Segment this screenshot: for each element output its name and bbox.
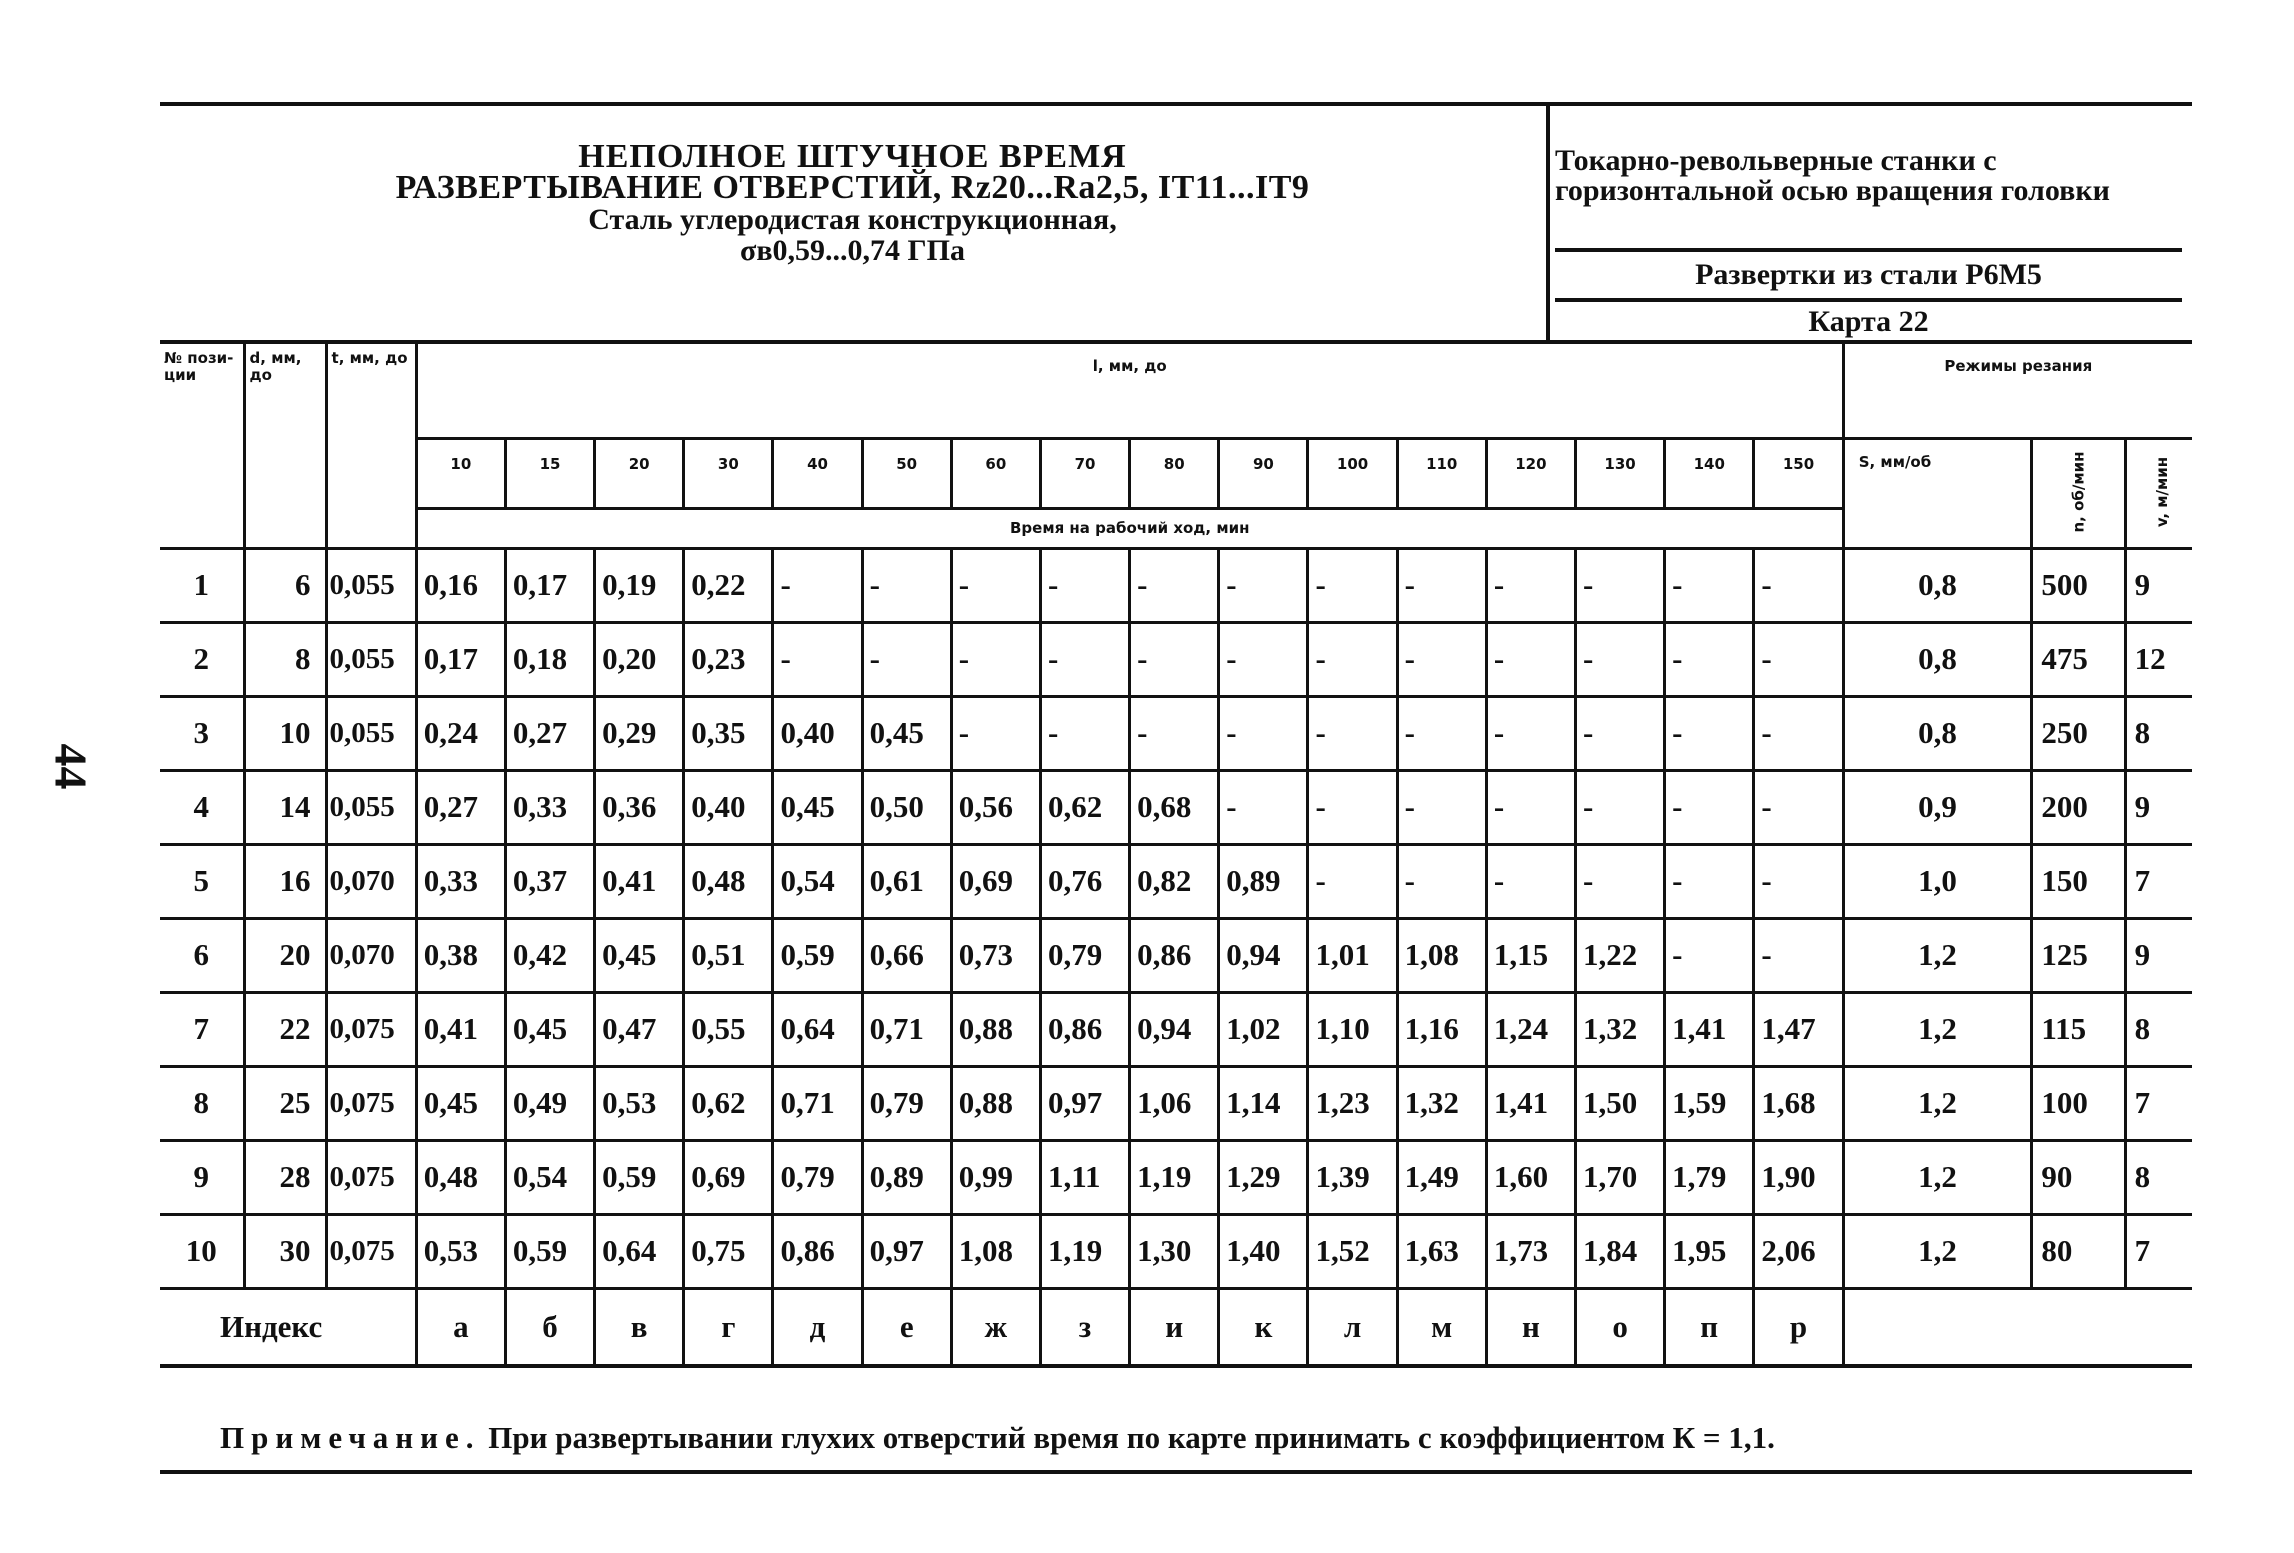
tool-label: Развертки из стали Р6М5 — [1555, 248, 2182, 302]
l-value-header: 130 — [1575, 438, 1664, 508]
cell-time: - — [1308, 622, 1397, 696]
cell-time: 1,22 — [1575, 918, 1664, 992]
cell-time: 0,33 — [416, 844, 505, 918]
cell-position: 10 — [160, 1214, 244, 1288]
cell-d: 28 — [244, 1140, 326, 1214]
cell-time: - — [1040, 696, 1129, 770]
cell-time: 0,79 — [1040, 918, 1129, 992]
cell-time: 1,08 — [951, 1214, 1040, 1288]
time-label: Время на рабочий ход, мин — [416, 508, 1843, 548]
cell-n: 500 — [2032, 548, 2125, 622]
cell-time: 0,75 — [684, 1214, 773, 1288]
cell-time: 0,64 — [773, 992, 862, 1066]
cell-time: 0,54 — [505, 1140, 594, 1214]
cell-time: 0,19 — [595, 548, 684, 622]
cell-time: 0,86 — [1040, 992, 1129, 1066]
cell-time: - — [1308, 770, 1397, 844]
cell-time: - — [1308, 548, 1397, 622]
cell-time: 2,06 — [1754, 1214, 1843, 1288]
cell-time: 1,29 — [1219, 1140, 1308, 1214]
cell-time: 0,27 — [505, 696, 594, 770]
l-values-row — [160, 438, 2192, 508]
cell-time: 1,52 — [1308, 1214, 1397, 1288]
cell-time: - — [1486, 622, 1575, 696]
cell-time: 1,84 — [1575, 1214, 1664, 1288]
col-header-n — [2032, 438, 2125, 548]
cell-s: 1,2 — [1843, 1214, 2032, 1288]
index-letter: в — [595, 1288, 684, 1366]
cell-time: 1,60 — [1486, 1140, 1575, 1214]
cell-v: 8 — [2125, 992, 2192, 1066]
cell-time: - — [951, 622, 1040, 696]
note-text: При развертывании глухих отверстий время по карте принимать с коэффициентом К = 1,1. — [488, 1420, 1775, 1455]
cell-time: 0,27 — [416, 770, 505, 844]
cell-time: 1,16 — [1397, 992, 1486, 1066]
cell-time: 0,97 — [1040, 1066, 1129, 1140]
cell-time: 1,32 — [1397, 1066, 1486, 1140]
cell-time: 0,36 — [595, 770, 684, 844]
cell-time: 1,50 — [1575, 1066, 1664, 1140]
cell-time: 1,06 — [1130, 1066, 1219, 1140]
cell-n: 90 — [2032, 1140, 2125, 1214]
col-header-n-label: n, об/мин — [2069, 451, 2088, 533]
index-letter: ж — [951, 1288, 1040, 1366]
cell-time: - — [1397, 696, 1486, 770]
index-letter: е — [862, 1288, 951, 1366]
card-label: Карта 22 — [1808, 305, 1929, 338]
cell-t: 0,055 — [326, 696, 416, 770]
index-blank — [1843, 1288, 2192, 1366]
cell-time: 0,41 — [595, 844, 684, 918]
cell-time: 1,59 — [1665, 1066, 1754, 1140]
cell-time: 1,41 — [1486, 1066, 1575, 1140]
header-machine-block — [1555, 106, 2192, 344]
cell-v: 7 — [2125, 1066, 2192, 1140]
cell-s: 0,8 — [1843, 696, 2032, 770]
cell-t: 0,075 — [326, 1140, 416, 1214]
cell-time: - — [1665, 622, 1754, 696]
cell-time: 0,73 — [951, 918, 1040, 992]
l-value-header: 40 — [773, 438, 862, 508]
cell-position: 7 — [160, 992, 244, 1066]
table-row — [160, 770, 2192, 844]
cell-time: 0,40 — [773, 696, 862, 770]
cell-s: 0,8 — [1843, 622, 2032, 696]
index-letter: н — [1486, 1288, 1575, 1366]
cell-s: 0,8 — [1843, 548, 2032, 622]
cell-time: 0,16 — [416, 548, 505, 622]
cell-t: 0,075 — [326, 1066, 416, 1140]
cell-time: - — [1397, 770, 1486, 844]
col-header-v — [2125, 438, 2192, 548]
cell-time: 1,11 — [1040, 1140, 1129, 1214]
cell-time: - — [1397, 622, 1486, 696]
cell-time: 0,69 — [951, 844, 1040, 918]
cell-time: 0,89 — [862, 1140, 951, 1214]
cell-d: 14 — [244, 770, 326, 844]
cell-time: - — [1754, 696, 1843, 770]
title-line-1: НЕПОЛНОЕ ШТУЧНОЕ ВРЕМЯ — [578, 138, 1127, 175]
time-table — [160, 340, 2192, 1368]
cell-time: 0,41 — [416, 992, 505, 1066]
cell-v: 9 — [2125, 548, 2192, 622]
cell-time: 0,45 — [416, 1066, 505, 1140]
cell-time: 1,41 — [1665, 992, 1754, 1066]
cell-time: - — [1219, 696, 1308, 770]
table-row — [160, 696, 2192, 770]
cell-time: - — [1575, 770, 1664, 844]
cell-v: 7 — [2125, 1214, 2192, 1288]
cell-position: 9 — [160, 1140, 244, 1214]
cell-time: 0,99 — [951, 1140, 1040, 1214]
l-value-header: 20 — [595, 438, 684, 508]
cell-time: 0,69 — [684, 1140, 773, 1214]
cell-time: 1,14 — [1219, 1066, 1308, 1140]
cell-time: 1,70 — [1575, 1140, 1664, 1214]
cell-time: 1,32 — [1575, 992, 1664, 1066]
cell-time: 1,40 — [1219, 1214, 1308, 1288]
l-value-header: 60 — [951, 438, 1040, 508]
l-value-header: 150 — [1754, 438, 1843, 508]
cell-n: 250 — [2032, 696, 2125, 770]
cell-time: 0,56 — [951, 770, 1040, 844]
cell-time: 0,40 — [684, 770, 773, 844]
cell-time: - — [1486, 770, 1575, 844]
cell-time: - — [1308, 844, 1397, 918]
cell-time: 1,02 — [1219, 992, 1308, 1066]
col-header-l: l, мм, до — [416, 342, 1843, 438]
cell-time: 0,88 — [951, 1066, 1040, 1140]
cell-time: 0,24 — [416, 696, 505, 770]
cell-time: - — [1486, 548, 1575, 622]
cell-time: 0,51 — [684, 918, 773, 992]
cell-time: 0,18 — [505, 622, 594, 696]
cell-v: 8 — [2125, 696, 2192, 770]
note — [220, 1420, 1775, 1456]
header-divider — [1546, 106, 1550, 344]
cell-time: 0,55 — [684, 992, 773, 1066]
cell-n: 80 — [2032, 1214, 2125, 1288]
cell-time: 1,01 — [1308, 918, 1397, 992]
cell-v: 12 — [2125, 622, 2192, 696]
cell-time: 0,79 — [862, 1066, 951, 1140]
l-value-header: 50 — [862, 438, 951, 508]
col-header-position: № пози- ции — [160, 342, 244, 548]
col-header-v-label: v, м/мин — [2152, 456, 2171, 528]
cell-time: - — [1575, 844, 1664, 918]
cell-d: 16 — [244, 844, 326, 918]
cell-time: 0,42 — [505, 918, 594, 992]
header-title-block — [160, 106, 1545, 344]
cell-time: 0,59 — [505, 1214, 594, 1288]
cell-time: 1,15 — [1486, 918, 1575, 992]
cell-v: 9 — [2125, 770, 2192, 844]
cell-time: - — [1754, 548, 1843, 622]
cell-time: 0,54 — [773, 844, 862, 918]
cell-time: 0,79 — [773, 1140, 862, 1214]
cell-time: 0,53 — [416, 1214, 505, 1288]
cell-d: 22 — [244, 992, 326, 1066]
cell-time: 0,89 — [1219, 844, 1308, 918]
page-number: 44 — [45, 743, 97, 790]
cell-time: 0,53 — [595, 1066, 684, 1140]
cell-time: - — [1754, 918, 1843, 992]
cell-n: 200 — [2032, 770, 2125, 844]
cell-d: 10 — [244, 696, 326, 770]
cell-time: 0,22 — [684, 548, 773, 622]
cell-time: 0,23 — [684, 622, 773, 696]
cell-time: 1,24 — [1486, 992, 1575, 1066]
cell-time: - — [1665, 844, 1754, 918]
cell-n: 475 — [2032, 622, 2125, 696]
cell-s: 1,2 — [1843, 1140, 2032, 1214]
cell-time: - — [1397, 548, 1486, 622]
cell-s: 1,0 — [1843, 844, 2032, 918]
cell-time: 1,79 — [1665, 1140, 1754, 1214]
cell-time: 0,45 — [862, 696, 951, 770]
index-letter: р — [1754, 1288, 1843, 1366]
cell-time: - — [1665, 918, 1754, 992]
machine-line-1: Токарно-револьверные станки с — [1555, 144, 1997, 177]
cell-time: - — [1308, 696, 1397, 770]
cell-time: - — [1219, 622, 1308, 696]
l-value-header: 70 — [1040, 438, 1129, 508]
l-value-header: 140 — [1665, 438, 1754, 508]
cell-time: 0,62 — [1040, 770, 1129, 844]
index-letter: и — [1130, 1288, 1219, 1366]
table-row — [160, 918, 2192, 992]
cell-time: 0,50 — [862, 770, 951, 844]
cell-time: 1,19 — [1040, 1214, 1129, 1288]
cell-time: 0,37 — [505, 844, 594, 918]
cell-time: - — [1130, 548, 1219, 622]
cell-time: 1,47 — [1754, 992, 1843, 1066]
machine-line-2: горизонтальной осью вращения головки — [1555, 174, 2110, 207]
cell-time: 0,86 — [773, 1214, 862, 1288]
cell-time: 1,63 — [1397, 1214, 1486, 1288]
cell-time: - — [951, 548, 1040, 622]
title-line-2: РАЗВЕРТЫВАНИЕ ОТВЕРСТИЙ, Rz20...Ra2,5, IT11...IT9 — [395, 169, 1310, 206]
cell-time: 0,64 — [595, 1214, 684, 1288]
cell-time: 0,94 — [1130, 992, 1219, 1066]
table-row — [160, 622, 2192, 696]
cell-time: - — [1754, 770, 1843, 844]
cell-d: 8 — [244, 622, 326, 696]
cell-time: - — [1486, 844, 1575, 918]
cell-position: 3 — [160, 696, 244, 770]
l-value-header: 110 — [1397, 438, 1486, 508]
cell-position: 2 — [160, 622, 244, 696]
col-header-s: S, мм/об — [1843, 438, 2032, 548]
cell-time: 0,17 — [416, 622, 505, 696]
cell-t: 0,070 — [326, 844, 416, 918]
cell-time: - — [1040, 622, 1129, 696]
cell-time: 1,30 — [1130, 1214, 1219, 1288]
cell-v: 8 — [2125, 1140, 2192, 1214]
index-letter: м — [1397, 1288, 1486, 1366]
cell-time: - — [862, 622, 951, 696]
cell-time: - — [1575, 622, 1664, 696]
cell-time: - — [1397, 844, 1486, 918]
cell-time: 1,49 — [1397, 1140, 1486, 1214]
cell-s: 1,2 — [1843, 1066, 2032, 1140]
cell-time: 1,39 — [1308, 1140, 1397, 1214]
table-row — [160, 1140, 2192, 1214]
l-value-header: 30 — [684, 438, 773, 508]
cell-time: 1,95 — [1665, 1214, 1754, 1288]
cell-position: 6 — [160, 918, 244, 992]
table-row — [160, 1214, 2192, 1288]
index-letter: о — [1575, 1288, 1664, 1366]
cell-time: 0,59 — [595, 1140, 684, 1214]
cell-time: - — [1754, 844, 1843, 918]
material-line-1: Сталь углеродистая конструкционная, — [588, 203, 1117, 236]
cell-time: - — [1575, 548, 1664, 622]
col-header-d: d, мм, до — [244, 342, 326, 548]
cell-time: 0,45 — [505, 992, 594, 1066]
table-row — [160, 844, 2192, 918]
cell-n: 115 — [2032, 992, 2125, 1066]
index-letter: з — [1040, 1288, 1129, 1366]
cell-time: 1,68 — [1754, 1066, 1843, 1140]
cell-time: 0,76 — [1040, 844, 1129, 918]
cell-time: 0,88 — [951, 992, 1040, 1066]
cell-time: - — [1130, 622, 1219, 696]
index-letter: г — [684, 1288, 773, 1366]
cell-time: 0,68 — [1130, 770, 1219, 844]
cell-time: 0,47 — [595, 992, 684, 1066]
cell-s: 1,2 — [1843, 918, 2032, 992]
col-header-t: t, мм, до — [326, 342, 416, 548]
cell-time: 0,82 — [1130, 844, 1219, 918]
index-label: Индекс — [160, 1288, 416, 1366]
cell-time: 0,29 — [595, 696, 684, 770]
cell-t: 0,075 — [326, 1214, 416, 1288]
cell-time: - — [1486, 696, 1575, 770]
cell-time: 0,45 — [773, 770, 862, 844]
cell-time: 1,23 — [1308, 1066, 1397, 1140]
l-value-header: 80 — [1130, 438, 1219, 508]
cell-time: 0,66 — [862, 918, 951, 992]
cell-t: 0,055 — [326, 548, 416, 622]
cell-time: - — [773, 548, 862, 622]
cell-t: 0,055 — [326, 622, 416, 696]
cell-time: - — [1754, 622, 1843, 696]
cell-time: - — [773, 622, 862, 696]
cell-n: 100 — [2032, 1066, 2125, 1140]
cell-time: 1,08 — [1397, 918, 1486, 992]
cell-time: 1,73 — [1486, 1214, 1575, 1288]
cell-n: 150 — [2032, 844, 2125, 918]
note-underline — [160, 1470, 2192, 1474]
index-letter: п — [1665, 1288, 1754, 1366]
cell-d: 30 — [244, 1214, 326, 1288]
cell-s: 1,2 — [1843, 992, 2032, 1066]
table-row — [160, 992, 2192, 1066]
cell-s: 0,9 — [1843, 770, 2032, 844]
cell-v: 9 — [2125, 918, 2192, 992]
cell-d: 20 — [244, 918, 326, 992]
cell-time: 0,17 — [505, 548, 594, 622]
cell-time: - — [1575, 696, 1664, 770]
l-value-header: 15 — [505, 438, 594, 508]
cell-d: 25 — [244, 1066, 326, 1140]
cell-time: 0,38 — [416, 918, 505, 992]
card-header — [160, 102, 2192, 344]
cell-time: - — [1219, 548, 1308, 622]
cell-time: 0,59 — [773, 918, 862, 992]
table-row — [160, 548, 2192, 622]
material-line-2: σв0,59...0,74 ГПа — [740, 234, 965, 267]
cell-time: 1,10 — [1308, 992, 1397, 1066]
index-letter: к — [1219, 1288, 1308, 1366]
cell-time: 0,48 — [684, 844, 773, 918]
l-value-header: 90 — [1219, 438, 1308, 508]
cell-time: 0,20 — [595, 622, 684, 696]
index-letter: б — [505, 1288, 594, 1366]
cell-time: 0,97 — [862, 1214, 951, 1288]
cell-time: - — [951, 696, 1040, 770]
cell-time: - — [1665, 548, 1754, 622]
cell-t: 0,055 — [326, 770, 416, 844]
cell-time: 0,71 — [862, 992, 951, 1066]
cell-d: 6 — [244, 548, 326, 622]
cell-time: 0,45 — [595, 918, 684, 992]
l-value-header: 120 — [1486, 438, 1575, 508]
cell-time: 0,35 — [684, 696, 773, 770]
index-letter: л — [1308, 1288, 1397, 1366]
col-header-modes: Режимы резания — [1843, 342, 2192, 438]
cell-time: 0,62 — [684, 1066, 773, 1140]
cell-t: 0,070 — [326, 918, 416, 992]
index-letter: д — [773, 1288, 862, 1366]
cell-time: 0,71 — [773, 1066, 862, 1140]
note-label: Примечание. — [220, 1420, 481, 1455]
cell-t: 0,075 — [326, 992, 416, 1066]
l-value-header: 10 — [416, 438, 505, 508]
cell-time: 0,86 — [1130, 918, 1219, 992]
cell-time: 0,33 — [505, 770, 594, 844]
table-row — [160, 1066, 2192, 1140]
cell-position: 4 — [160, 770, 244, 844]
cell-time: 1,90 — [1754, 1140, 1843, 1214]
cell-time: 1,19 — [1130, 1140, 1219, 1214]
l-value-header: 100 — [1308, 438, 1397, 508]
cell-time: - — [1040, 548, 1129, 622]
cell-position: 5 — [160, 844, 244, 918]
cell-time: 0,49 — [505, 1066, 594, 1140]
index-row — [160, 1288, 2192, 1366]
cell-time: - — [1219, 770, 1308, 844]
cell-time: - — [1665, 696, 1754, 770]
cell-time: - — [862, 548, 951, 622]
cell-time: - — [1665, 770, 1754, 844]
cell-time: - — [1130, 696, 1219, 770]
cell-time: 0,61 — [862, 844, 951, 918]
cell-position: 1 — [160, 548, 244, 622]
cell-position: 8 — [160, 1066, 244, 1140]
cell-time: 0,48 — [416, 1140, 505, 1214]
cell-v: 7 — [2125, 844, 2192, 918]
index-letter: а — [416, 1288, 505, 1366]
cell-n: 125 — [2032, 918, 2125, 992]
cell-time: 0,94 — [1219, 918, 1308, 992]
